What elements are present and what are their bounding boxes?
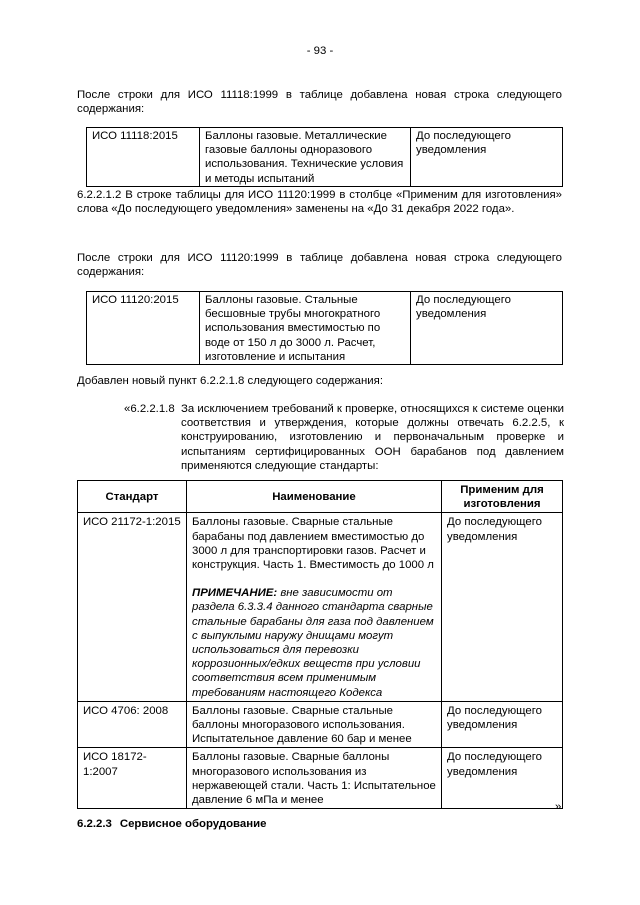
- table-header-row: [78, 481, 563, 513]
- paragraph-4: Добавлен новый пункт 6.2.2.1.8 следующего содержания:: [77, 375, 383, 387]
- cell-standard: ИСО 11118:2015: [87, 128, 200, 187]
- paragraph-2: 6.2.2.1.2 В строке таблицы для ИСО 11120:1999 в столбце «Применим для изготовления» слова «До последующего уведомления» заменены на «До 31 декабря 2022 года».: [77, 189, 562, 216]
- cell-title: Баллоны газовые. Сварные стальные баллоны многоразового использования. Испытательное давление 60 бар и менее: [187, 701, 442, 748]
- header-standard: Стандарт: [78, 481, 187, 513]
- cell-standard: ИСО 4706: 2008: [78, 701, 187, 748]
- cell-applicable: До последующего уведомления: [442, 701, 563, 748]
- section-title: Сервисное оборудование: [119, 818, 267, 830]
- note: [192, 586, 436, 700]
- cell-title: Баллоны газовые. Сварные баллоны многоразового использования из нержавеющей стали. Часть 1: Испытательное давление 6 мПа и менее: [187, 748, 442, 809]
- cell-applicable: До последующего уведомления: [442, 748, 563, 809]
- note-text: вне зависимости от раздела 6.3.3.4 данного стандарта сварные стальные барабаны для газа под давлением с выпуклыми наружу днищами могут использоваться для перевозки коррозионных/едких веществ при условии соответствия всем применимым требованиям настоящего Кодекса: [192, 587, 434, 699]
- section-number: 6.2.2.3: [77, 818, 112, 830]
- cell-standard: ИСО 11120:2015: [87, 292, 200, 365]
- header-applicable: Применим для изготовления: [442, 481, 563, 513]
- standards-table: [77, 480, 563, 809]
- cell-title: Баллоны газовые. Стальные бесшовные трубы многократного использования вместимостью по воде от 150 л до 3000 л. Расчет, изготовление и испытания: [200, 292, 411, 365]
- cell-title: [187, 513, 442, 701]
- paragraph-1: После строки для ИСО 11118:1999 в таблице добавлена новая строка следующего содержания:: [77, 89, 562, 116]
- page-number: - 93 -: [306, 45, 334, 57]
- cell-standard: ИСО 21172-1:2015: [78, 513, 187, 701]
- table-row: [78, 513, 563, 701]
- closing-quote: »: [555, 801, 562, 813]
- section-heading: [77, 817, 266, 831]
- title-text: Баллоны газовые. Сварные стальные барабаны под давлением вместимостью до 3000 л для транспортировки газов. Расчет и конструкция. Часть 1. Вместимость до 1000 л: [192, 516, 434, 572]
- table-row: [78, 701, 563, 748]
- table-iso-11120: [86, 291, 563, 365]
- note-label: ПРИМЕЧАНИЕ:: [192, 587, 278, 600]
- table-row: [87, 292, 563, 365]
- quote-clause-number: «6.2.2.1.8: [124, 403, 175, 415]
- cell-applicable: До последующего уведомления: [411, 128, 563, 187]
- table-iso-11118: [86, 127, 563, 187]
- paragraph-3: После строки для ИСО 11120:1999 в таблице добавлена новая строка следующего содержания:: [77, 252, 562, 279]
- quote-clause-text: За исключением требований к проверке, относящихся к системе оценки соответствия и утверждения, которые должны отвечать 6.2.2.5, к конструированию, изготовлению и первоначальным проверке и испытаниям сертифицированных ООН барабанов под давлением применяются следующие стандарты:: [181, 403, 564, 472]
- table-row: [78, 748, 563, 809]
- cell-standard: ИСО 18172-1:2007: [78, 748, 187, 809]
- cell-applicable: До последующего уведомления: [442, 513, 563, 701]
- cell-title: Баллоны газовые. Металлические газовые баллоны одноразового использования. Технические условия и методы испытаний: [200, 128, 411, 187]
- header-title: Наименование: [187, 481, 442, 513]
- table-row: [87, 128, 563, 187]
- cell-applicable: До последующего уведомления: [411, 292, 563, 365]
